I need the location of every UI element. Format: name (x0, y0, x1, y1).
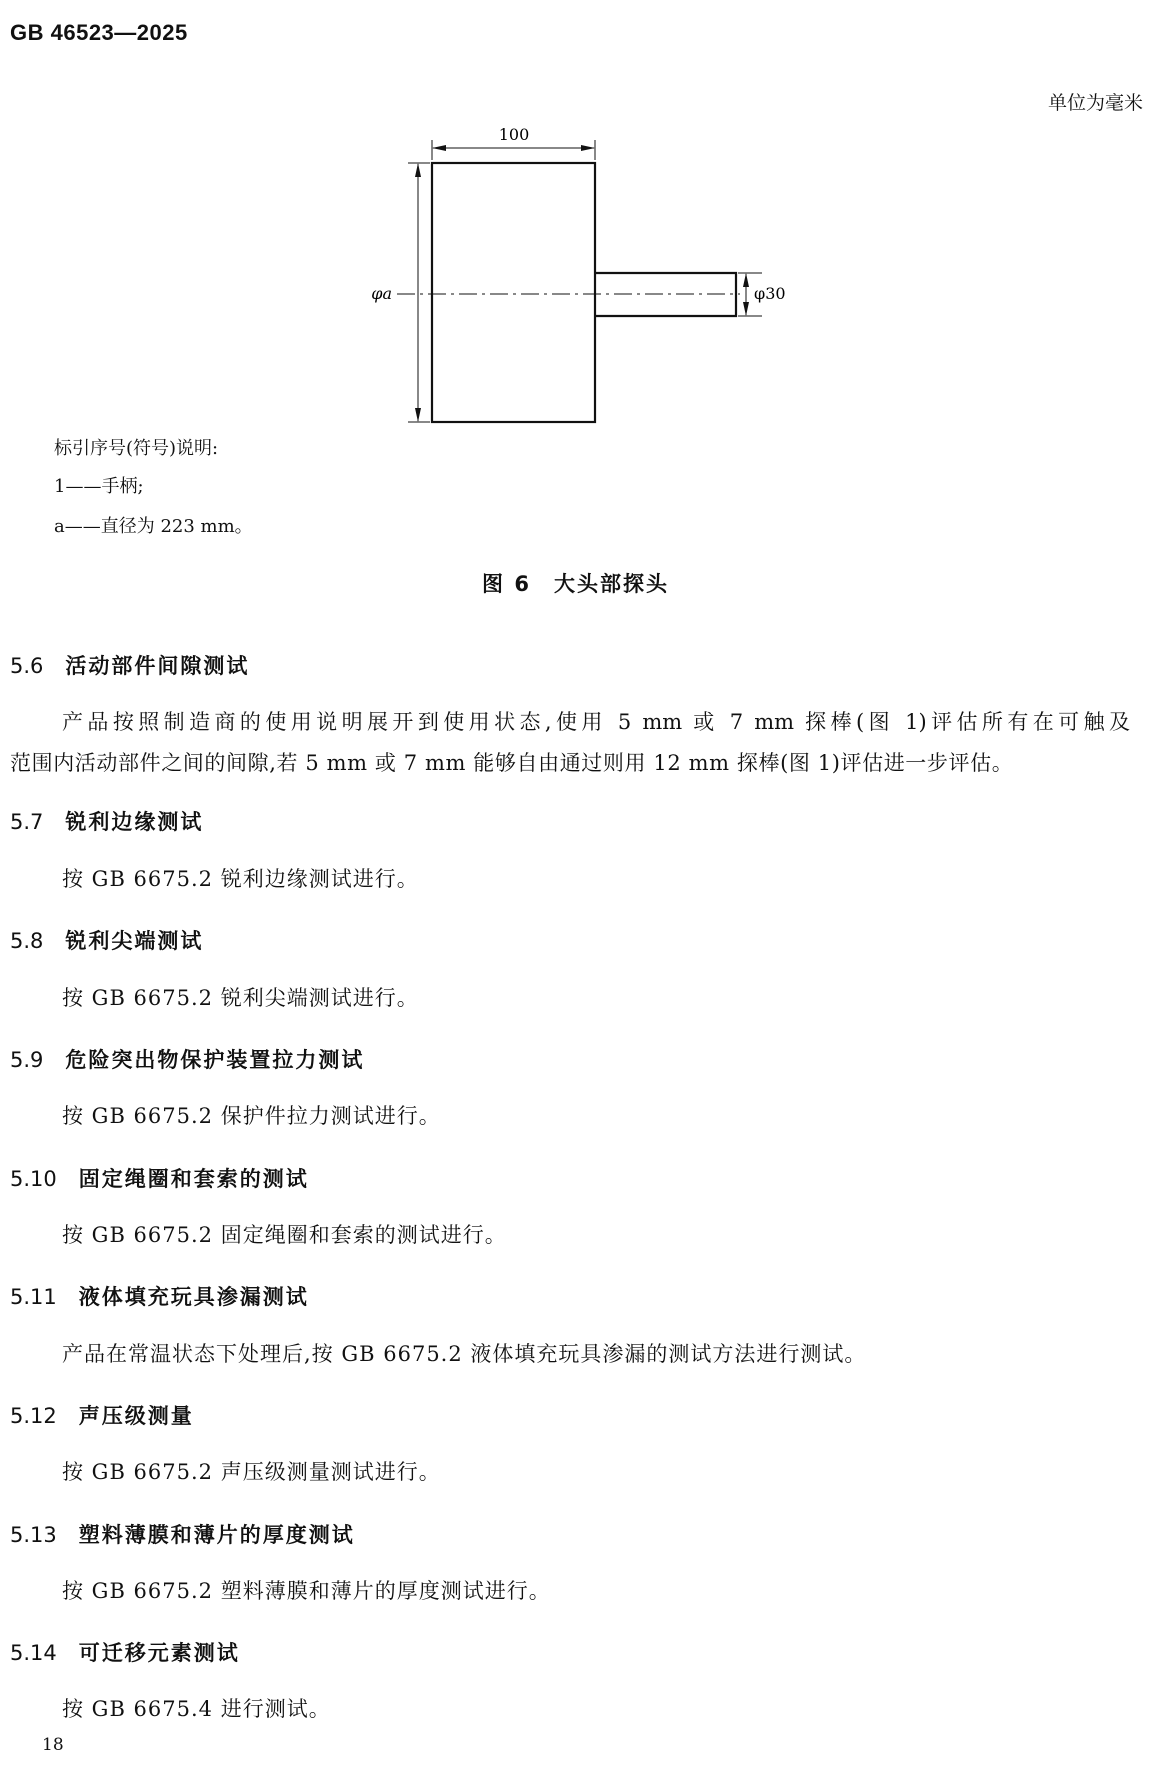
paragraph-line: 范围内活动部件之间的间隙,若 5 mm 或 7 mm 能够自由通过则用 12 mm 探棒(图 1)评估进一步评估。 (10, 751, 1014, 775)
unit-note: 单位为毫米 (1047, 92, 1143, 114)
section-heading (10, 1281, 309, 1311)
document-id: GB 46523—2025 (10, 20, 188, 45)
legend-item: a——直径为 223 mm。 (54, 516, 253, 537)
section-title: 可迁移元素测试 (78, 1641, 240, 1665)
section-number: 5.12 (10, 1404, 57, 1428)
section-title: 液体填充玩具渗漏测试 (78, 1285, 309, 1309)
section-number: 5.8 (10, 929, 44, 953)
legend-title: 标引序号(符号)说明: (54, 438, 219, 459)
section-heading (10, 1163, 309, 1193)
paragraph: 按 GB 6675.4 进行测试。 (62, 1697, 331, 1721)
section-number: 5.9 (10, 1048, 44, 1072)
section-heading (10, 1044, 364, 1074)
paragraph: 按 GB 6675.2 锐利边缘测试进行。 (62, 867, 419, 891)
section-heading (10, 1519, 355, 1549)
section-title: 锐利尖端测试 (65, 929, 204, 953)
paragraph: 按 GB 6675.2 声压级测量测试进行。 (62, 1460, 441, 1484)
diameter-30-label: φ30 (754, 284, 786, 303)
width-label: 100 (498, 125, 530, 144)
section-title: 固定绳圈和套索的测试 (78, 1167, 309, 1191)
paragraph: 按 GB 6675.2 塑料薄膜和薄片的厚度测试进行。 (62, 1579, 551, 1603)
section-number: 5.11 (10, 1285, 57, 1309)
probe-head (432, 163, 595, 422)
section-title: 活动部件间隙测试 (65, 654, 250, 678)
paragraph: 按 GB 6675.2 保护件拉力测试进行。 (62, 1104, 441, 1128)
section-title: 声压级测量 (78, 1404, 194, 1428)
diameter-a-label: φa (371, 284, 392, 303)
section-number: 5.6 (10, 654, 44, 678)
probe-diagram (0, 0, 1151, 440)
paragraph: 按 GB 6675.2 固定绳圈和套索的测试进行。 (62, 1223, 507, 1247)
section-heading (10, 1637, 240, 1667)
paragraph: 按 GB 6675.2 锐利尖端测试进行。 (62, 986, 419, 1010)
section-heading (10, 925, 203, 955)
section-number: 5.10 (10, 1167, 57, 1191)
section-title: 锐利边缘测试 (65, 810, 204, 834)
figure-caption: 图 6 大头部探头 (482, 572, 669, 596)
section-heading (10, 1400, 194, 1430)
section-number: 5.13 (10, 1523, 57, 1547)
section-title: 危险突出物保护装置拉力测试 (65, 1048, 365, 1072)
section-title: 塑料薄膜和薄片的厚度测试 (78, 1523, 355, 1547)
section-heading (10, 806, 203, 836)
paragraph-line: 产品按照制造商的使用说明展开到使用状态,使用 5 mm 或 7 mm 探棒(图 1)评估所有在可触及 (62, 710, 1130, 734)
section-number: 5.14 (10, 1641, 57, 1665)
page-number: 18 (42, 1735, 64, 1755)
legend-item: 1——手柄; (54, 476, 144, 497)
section-heading (10, 650, 249, 680)
section-number: 5.7 (10, 810, 44, 834)
paragraph: 产品在常温状态下处理后,按 GB 6675.2 液体填充玩具渗漏的测试方法进行测试。 (62, 1342, 867, 1366)
